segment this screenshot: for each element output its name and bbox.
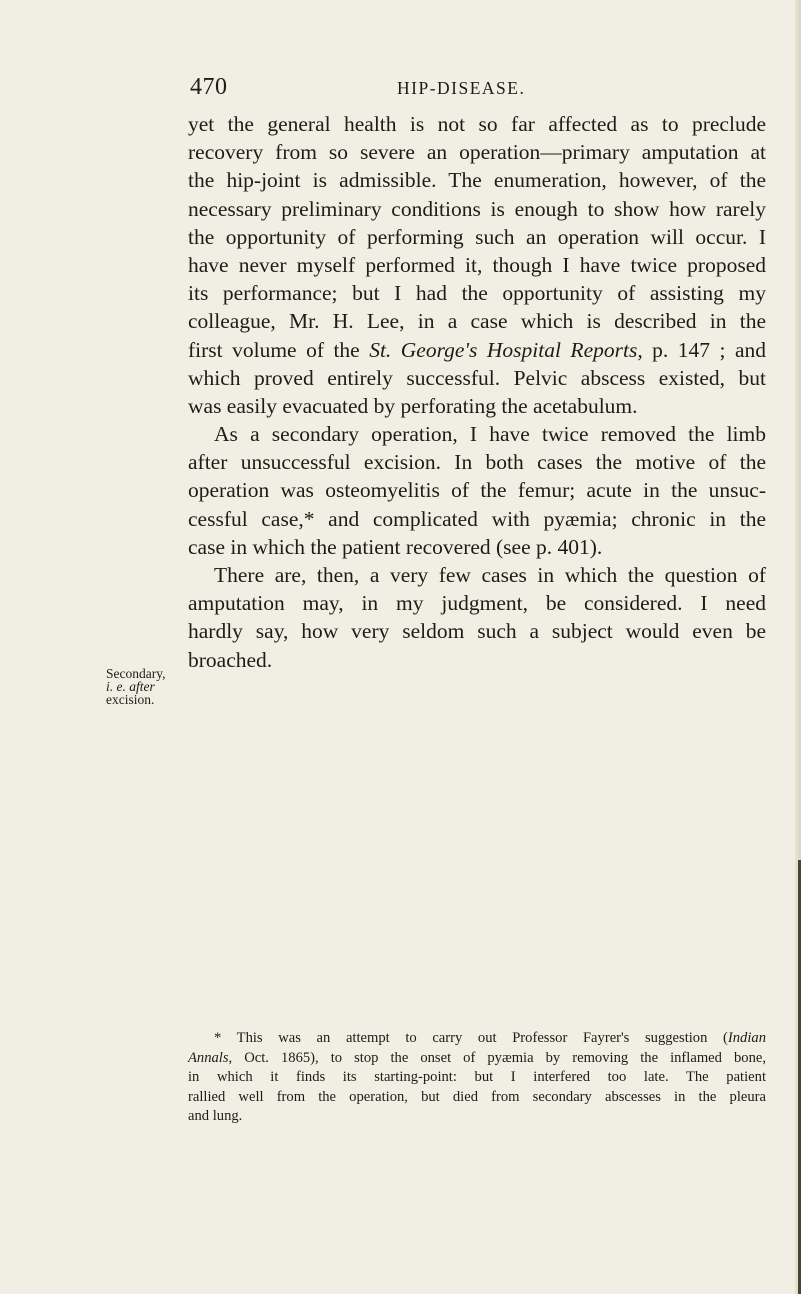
body-text (188, 110, 766, 674)
paragraph-3 (188, 561, 766, 674)
footnote-line: and lung. (188, 1108, 243, 1124)
text-run: * This was an attempt to carry out Professor Fayrer's suggestion ( (214, 1030, 728, 1046)
footnote-line: in which it finds its starting-point: but I interfered too late. The patient (188, 1069, 766, 1085)
text-run: Oct. 1865), to stop the onset of pyæmia by removing the inflamed bone, (232, 1049, 766, 1066)
journal-title: Annals, (188, 1049, 233, 1066)
paragraph-1 (188, 110, 766, 420)
text-line: have never myself performed it, though I have twice proposed (188, 252, 766, 277)
text-line: amputation may, in my judgment, be considered. I need (188, 591, 766, 616)
text-line: colleague, Mr. H. Lee, in a case which is described in the (188, 309, 766, 334)
margin-note (106, 667, 186, 706)
text-line: broached. (188, 647, 273, 672)
margin-note-line: i. e. after (106, 679, 155, 694)
text-line: was easily evacuated by perforating the acetabulum. (188, 393, 638, 418)
text-run: first volume of the (188, 337, 370, 362)
footnote-line (188, 1029, 766, 1049)
text-line: necessary preliminary conditions is enough to show how rarely (188, 196, 766, 221)
text-line: the hip-joint is admissible. The enumeration, however, of the (188, 168, 766, 193)
text-run: p. 147 ; and (642, 337, 766, 362)
text-line: the opportunity of performing such an operation will occur. I (188, 224, 766, 249)
text-line: recovery from so severe an operation—primary amputation at (188, 140, 766, 165)
footnote-line: rallied well from the operation, but died from secondary abscesses in the pleura (188, 1088, 766, 1105)
text-line: cessful case,* and complicated with pyæmia; chronic in the (188, 506, 766, 531)
text-line: There are, then, a very few cases in which the question of (214, 563, 766, 587)
page-number: 470 (190, 74, 228, 100)
text-line: yet the general health is not so far affected as to preclude (188, 112, 766, 136)
text-line: case in which the patient recovered (see p. 401). (188, 534, 603, 559)
page-header (190, 74, 610, 104)
text-line: hardly say, how very seldom such a subject would even be (188, 619, 766, 644)
text-line: which proved entirely successful. Pelvic abscess existed, but (188, 365, 766, 390)
running-head: HIP-DISEASE. (397, 78, 526, 98)
footnote (188, 1029, 766, 1127)
footnote-line (188, 1049, 766, 1069)
margin-note-line: Secondary, (106, 666, 166, 681)
paragraph-2 (188, 420, 766, 561)
journal-title: Indian (727, 1030, 766, 1046)
text-line: after unsuccessful excision. In both cases the motive of the (188, 450, 766, 475)
text-line: As a secondary operation, I have twice removed the limb (214, 422, 766, 447)
journal-title: St. George's Hospital Reports, (369, 337, 643, 362)
text-line (188, 336, 766, 364)
text-line: its performance; but I had the opportunity of assisting my (188, 281, 766, 306)
text-line: operation was osteomyelitis of the femur; acute in the unsuc- (188, 478, 766, 503)
margin-note-line: excision. (106, 692, 155, 707)
